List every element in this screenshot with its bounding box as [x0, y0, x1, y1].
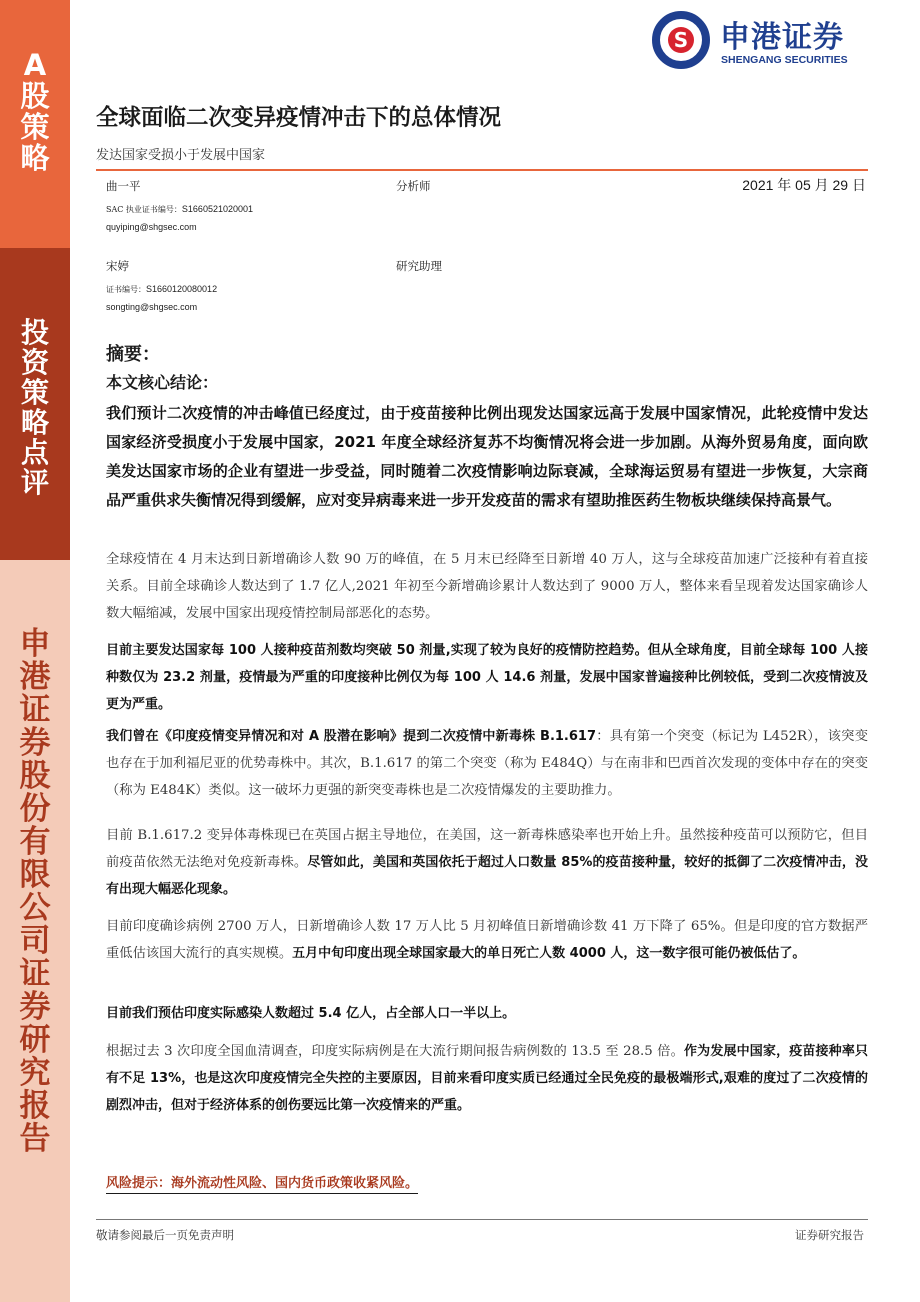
author-cert: SAC 执业证书编号：S1660521020001 [106, 204, 253, 214]
risk-warning: 风险提示：海外流动性风险、国内货币政策收紧风险。 [106, 1172, 418, 1194]
logo-emblem-icon: S [652, 11, 710, 69]
abstract-heading: 摘要： [106, 344, 160, 365]
body-paragraph: 我们曾在《印度疫情变异情况和对 A 股潜在影响》提到二次疫情中新毒株 B.1.617：具有第一个突变（标记为 L452R），该突变也存在于加利福尼亚的优势毒株中。其次，B.1.617 的第二个突变（称为 E484Q）与在南非和巴西首次发现的变体中存在的突变（称为 E484K）类似。这一破坏力更强的新突变毒株也是二次疫情爆发的主要助推力。 [106, 729, 868, 798]
sidebar-mid-label: 投 资 策 略 点 评 [20, 316, 49, 499]
body-paragraph: 根据过去 3 次印度全国血清调查，印度实际病例是在大流行期间报告病例数的 13.5 至 28.5 倍。作为发展中国家，疫苗接种率只有不足 13%，也是这次印度疫情完全失控的主要原因，目前来看印度实质已经通过全民免疫的最极端形式,艰难的度过了二次疫情的剧烈冲击，但对于经济体系的创伤要远比第一次疫情来的严重。 [106, 1044, 868, 1113]
core-conclusion-paragraph: 我们预计二次疫情的冲击峰值已经度过，由于疫苗接种比例出现发达国家远高于发展中国家情况，此轮疫情中发达国家经济受损度小于发展中国家，2021 年度全球经济复苏不均衡情况将会进一步加剧。从海外贸易角度，面向欧美发达国家市场的企业有望进一步受益，同时随着二次疫情影响边际衰减，全球海运贸易有望进一步恢复，大宗商品严重供求失衡情况得到缓解，应对变异病毒来进一步开发疫苗的需求有望助推医药生物板块继续保持高景气。 [106, 404, 868, 509]
author-name: 宋婷 [106, 259, 129, 273]
author-role: 研究助理 [396, 259, 442, 273]
core-conclusion-heading: 本文核心结论： [106, 373, 219, 392]
body-paragraph: 目前印度确诊病例 2700 万人，日新增确诊人数 17 万人比 5 月初峰值日新增确诊数 41 万下降了 65%。但是印度的官方数据严重低估该国大流行的真实规模。五月中旬印度出现全球国家最大的单日死亡人数 4000 人，这一数字很可能仍被低估了。 [106, 919, 868, 961]
body-paragraph: 目前我们预估印度实际感染人数超过 5.4 亿人，占全部人口一半以上。 [106, 1006, 516, 1021]
author-email[interactable]: songting@shgsec.com [106, 302, 198, 312]
sidebar [0, 0, 70, 1302]
report-date: 2021 年 05 月 29 日 [742, 177, 866, 193]
author-cert: 证书编号：S1660120080012 [106, 284, 218, 294]
footer-report-type: 证券研究报告 [795, 1228, 864, 1242]
company-logo [652, 10, 872, 70]
author-role: 分析师 [396, 179, 431, 193]
logo-name-en: SHENGANG SECURITIES [721, 54, 848, 66]
logo-name-cn: 申港证券 [720, 20, 844, 55]
body-paragraph: 全球疫情在 4 月末达到日新增确诊人数 90 万的峰值，在 5 月末已经降至日新增 40 万人，这与全球疫苗加速广泛接种有着直接关系。目前全球确诊人数达到了 1.7 亿人,2021 年初至今新增确诊累计人数达到了 9000 万人，整体来看呈现着发达国家确诊人数大幅缩减，发展中国家出现疫情控制局部恶化的态势。 [106, 552, 868, 621]
author-name: 曲一平 [106, 179, 141, 193]
footer-divider [96, 1219, 868, 1220]
author-email[interactable]: quyiping@shgsec.com [106, 222, 197, 232]
sidebar-top-label: A 股 策 略 [20, 48, 50, 175]
report-title: 全球面临二次变异疫情冲击下的总体情况 [96, 105, 502, 131]
report-subtitle: 发达国家受损小于发展中国家 [96, 148, 266, 163]
body-paragraph: 目前 B.1.617.2 变异体毒株现已在英国占据主导地位，在美国，这一新毒株感染率也开始上升。虽然接种疫苗可以预防它，但目前疫苗依然无法绝对免疫新毒株。尽管如此，美国和英国依托于超过人口数量 85%的疫苗接种量，较好的抵御了二次疫情冲击，没有出现大幅恶化现象。 [106, 828, 869, 897]
sidebar-company-label: 申 港 证 券 股 份 有 限 公 司 证 券 研 究 报 告 [19, 626, 51, 1157]
header-divider [96, 169, 868, 171]
body-paragraph: 目前主要发达国家每 100 人接种疫苗剂数均突破 50 剂量,实现了较为良好的疫情防控趋势。但从全球角度，目前全球每 100 人接种数仅为 23.2 剂量，疫情最为严重的印度接种比例仅为每 100 人 14.6 剂量，发展中国家普遍接种比例较低，受到二次疫情波及更为严重。 [106, 643, 868, 712]
footer-disclaimer: 敬请参阅最后一页免责声明 [96, 1228, 234, 1242]
